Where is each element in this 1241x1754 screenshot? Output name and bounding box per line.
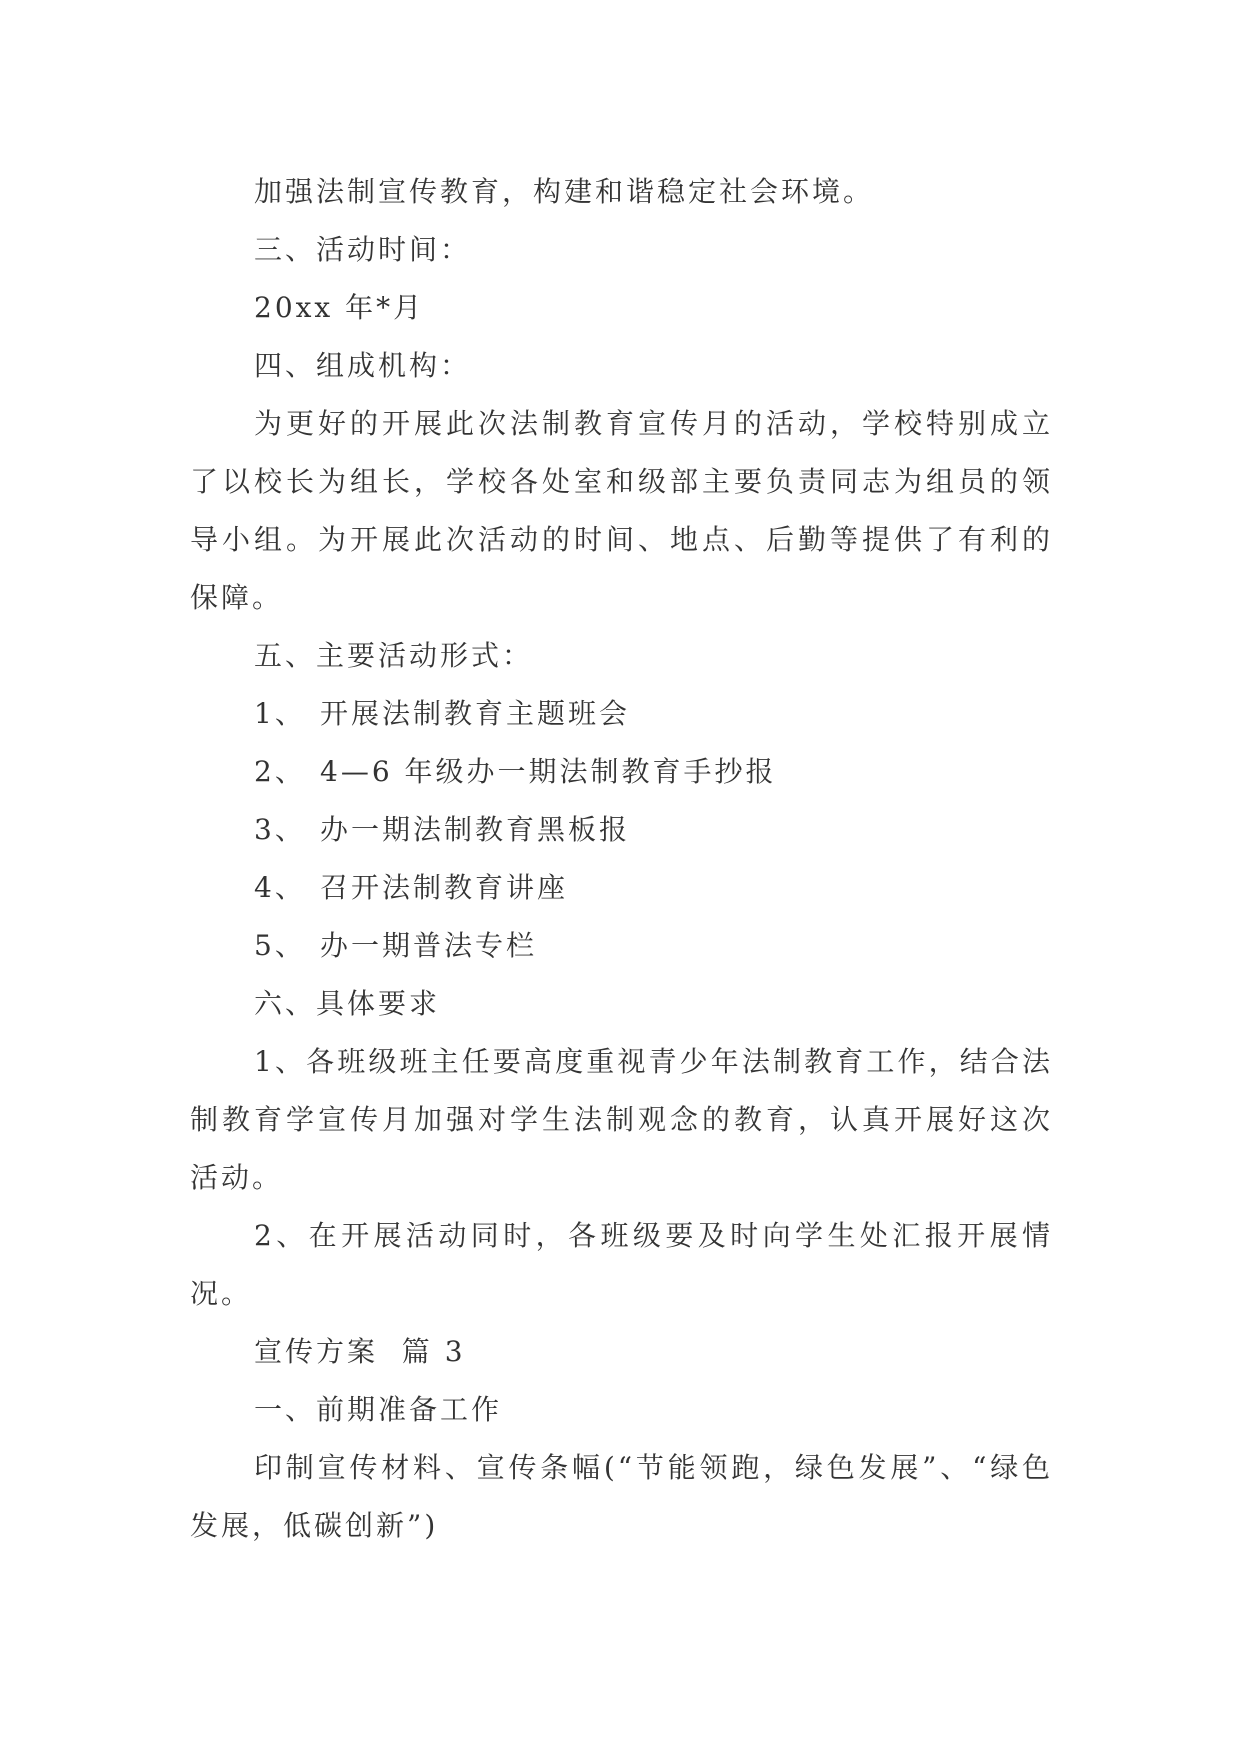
paragraph-requirement-1: 1、各班级班主任要高度重视青少年法制教育工作，结合法制教育学宣传月加强对学生法制观念的教育，认真开展好这次活动。 [190, 1045, 1053, 1194]
list-item-text: 开展法制教育主题班会 [320, 697, 631, 730]
document-body [190, 163, 1053, 1555]
paragraph-legal-education: 加强法制宣传教育，构建和谐稳定社会环境。 [254, 175, 875, 208]
list-item-text: 4—6 年级办一期法制教育手抄报 [320, 755, 777, 788]
list-item-text: 办一期普法专栏 [320, 929, 538, 962]
list-item [190, 743, 1053, 801]
activity-date: 20xx 年*月 [254, 291, 425, 324]
list-item-number: 2、 [254, 755, 306, 788]
heading-activity-time: 三、活动时间： [254, 233, 472, 266]
list-item-number: 3、 [254, 813, 306, 846]
list-item [190, 859, 1053, 917]
list-item-number: 1、 [254, 697, 306, 730]
list-item-text: 召开法制教育讲座 [320, 871, 569, 904]
list-item [190, 917, 1053, 975]
heading-organization: 四、组成机构： [254, 349, 472, 382]
heading-requirements: 六、具体要求 [254, 987, 441, 1020]
paragraph-requirement-2: 2、在开展活动同时，各班级要及时向学生处汇报开展情况。 [190, 1219, 1053, 1310]
list-item-text: 办一期法制教育黑板报 [320, 813, 631, 846]
list-item [190, 685, 1053, 743]
heading-preparation: 一、前期准备工作 [254, 1393, 503, 1426]
list-item [190, 801, 1053, 859]
list-item-number: 5、 [254, 929, 306, 962]
paragraph-preparation: 印制宣传材料、宣传条幅(“节能领跑，绿色发展”、“绿色发展，低碳创新”) [190, 1451, 1053, 1542]
activity-list [190, 685, 1053, 975]
heading-activity-forms: 五、主要活动形式： [254, 639, 534, 672]
paragraph-organization: 为更好的开展此次法制教育宣传月的活动，学校特别成立了以校长为组长，学校各处室和级部主要负责同志为组员的领导小组。为开展此次活动的时间、地点、后勤等提供了有利的保障。 [190, 407, 1053, 614]
list-item-number: 4、 [254, 871, 306, 904]
section-title: 宣传方案 篇 3 [254, 1335, 466, 1368]
